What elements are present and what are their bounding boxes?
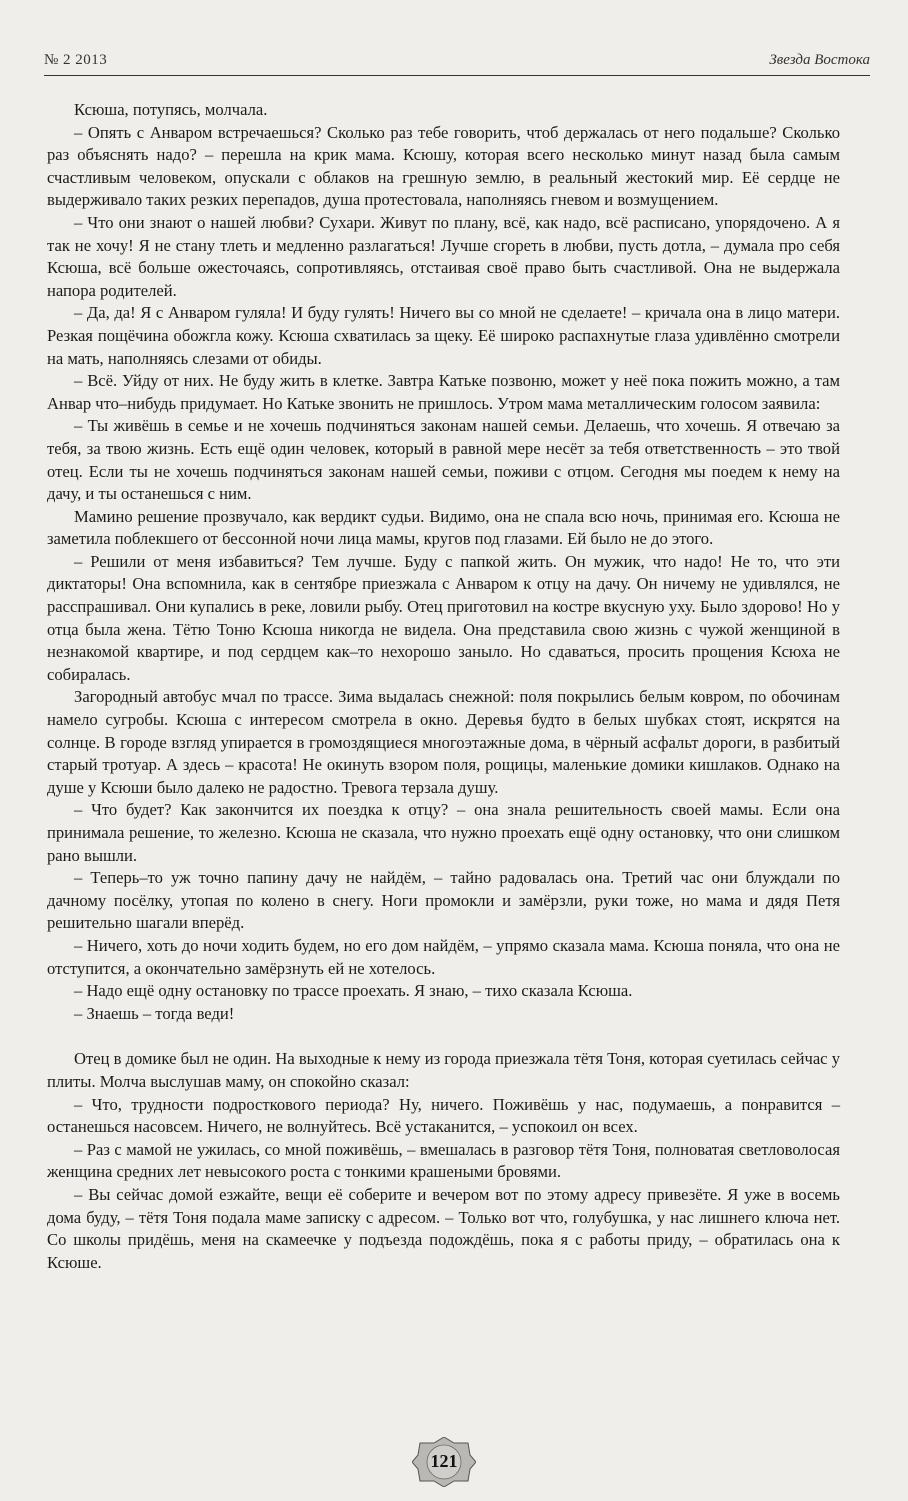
paragraph: Отец в домике был не один. На выходные к нему из города приезжала тётя Тоня, которая суетилась сейчас у плиты. Молча выслушав маму, он спокойно сказал: [47,1049,840,1091]
paragraph: – Что они знают о нашей любви? Сухари. Живут по плану, всё, как надо, всё расписано, упорядочено. А я так не хочу! Я не стану тлеть и медленно разлагаться! Лучше сгореть в любви, пусть дотла, – думала про себя Ксюша, всё больше ожесточаясь, сопротивляясь, отстаивая своё право быть счастливой. Она не выдержала напора родителей. [47,212,840,300]
paragraph: – Ничего, хоть до ночи ходить будем, но его дом найдём, – упрямо сказала мама. Ксюша поняла, что она не отступится, а окончательно замёрзнуть ей не хотелось. [47,935,840,978]
paragraph: – Да, да! Я с Анваром гуляла! И буду гулять! Ничего вы со мной не сделаете! – кричала она в лицо матери. Резкая пощёчина обожгла кожу. Ксюша схватилась за щеку. Её широко распахнутые глаза удивлённо смотрели на мать, наполняясь слезами от обиды. [47,303,840,368]
paragraph: – Ты живёшь в семье и не хочешь подчиняться законам нашей семьи. Делаешь, что хочешь. Я отвечаю за тебя, за твою жизнь. Есть ещё один человек, который в равной мере несёт за тебя ответственность – это твой отец. Если ты не хочешь подчиняться законам нашей семьи, поживи с отцом. Сегодня мы поедем к нему на дачу, и ты останешься с ним. [47,416,840,504]
paragraph: Ксюша, потупясь, молчала. [74,100,268,119]
paragraph: Загородный автобус мчал по трассе. Зима выдалась снежной: поля покрылись белым ковром, по обочинам намело сугробы. Ксюша с интересом смотрела в окно. Деревья будто в белых шубках стоят, искрятся на солнце. В городе взгляд упирается в громоздящиеся многоэтажные дома, в чёрный асфальт дороги, в разбитый старый тротуар. А здесь – красота! Не окинуть взором поля, рощицы, маленькие домики кишлаков. Однако на душе у Ксюши было далеко не радостно. Тревога терзала душу. [47,687,840,797]
paragraph: – Что будет? Как закончится их поездка к отцу? – она знала решительность своей мамы. Если она принимала решение, то железно. Ксюша не сказала, что нужно проехать ещё одну остановку, что они слишком рано вышли. [47,800,840,865]
paragraph: – Всё. Уйду от них. Не буду жить в клетке. Завтра Катьке позвоню, может у неё пока пожить можно, а там Анвар что–нибудь придумает. Но Катьке звонить не пришлось. Утром мама металлическим голосом заявила: [47,371,840,413]
page-header [44,0,870,76]
paragraph: Мамино решение прозвучало, как вердикт судьи. Видимо, она не спала всю ночь, принимая его. Ксюша не заметила поблекшего от бессонной ночи лица мамы, кругов под глазами. Ей было не до этого. [47,506,840,549]
paragraph: – Раз с мамой не ужилась, со мной поживёшь, – вмешалась в разговор тётя Тоня, полноватая светловолосая женщина средних лет невысокого роста с тонкими крашеными бровями. [47,1139,840,1182]
page-number: 121 [430,1451,458,1471]
page-number-badge [412,1437,476,1487]
paragraph: – Что, трудности подросткового периода? Ну, ничего. Поживёшь у нас, подумаешь, а понравится – останешься насовсем. Ничего, не волнуйтесь. Всё устаканится, – успокоил он всех. [47,1094,840,1137]
article-body [47,99,840,1274]
journal-title: Звезда Востока [769,52,870,68]
paragraph: – Вы сейчас домой езжайте, вещи её соберите и вечером вот по этому адресу привезёте. Я уже в восемь дома буду, – тётя Тоня подала маме записку с адресом. – Только вот что, голубушка, у нас лишнего ключа нет. Со школы придёшь, меня на скамеечке у подъезда подождёшь, пока я с работы приду, – обратилась она к Ксюше. [47,1184,840,1272]
paragraph: – Надо ещё одну остановку по трассе проехать. Я знаю, – тихо сказала Ксюша. [74,981,633,1001]
paragraph: – Знаешь – тогда веди! [74,1003,235,1023]
paragraph: – Опять с Анваром встречаешься? Сколько раз тебе говорить, чтоб держалась от него подальше? Сколько раз объяснять надо? – перешла на крик мама. Ксюшу, которая всего несколько минут назад была самым счастливым человеком, опускали с облаков на грешную землю, в реальный жестокий мир. Её сердце не выдерживало таких резких перепадов, душа протестовала, наполняясь гневом и возмущением. [47,122,840,210]
issue-number: № 2 2013 [44,52,108,68]
paragraph: – Теперь–то уж точно папину дачу не найдём, – тайно радовалась она. Третий час они блуждали по дачному посёлку, утопая по колено в снегу. Ноги промокли и замёрзли, руки тоже, но мама и дядя Петя решительно шагали вперёд. [47,868,840,933]
paragraph: – Решили от меня избавиться? Тем лучше. Буду с папкой жить. Он мужик, что надо! Не то, что эти диктаторы! Она вспомнила, как в сентябре приезжала с Анваром к отцу на дачу. Он ничему не удивлялся, не расспрашивал. Они купались в реке, ловили рыбу. Отец приготовил на костре вкусную уху. Было здорово! Но у отца была жена. Тётю Тоню Ксюша никогда не видела. Она представила свою жизнь с чужой женщиной в незнакомой квартире, и под сердцем как–то нехорошо заныло. Но сдаваться, просить прощения Ксюха не собиралась. [47,551,840,684]
